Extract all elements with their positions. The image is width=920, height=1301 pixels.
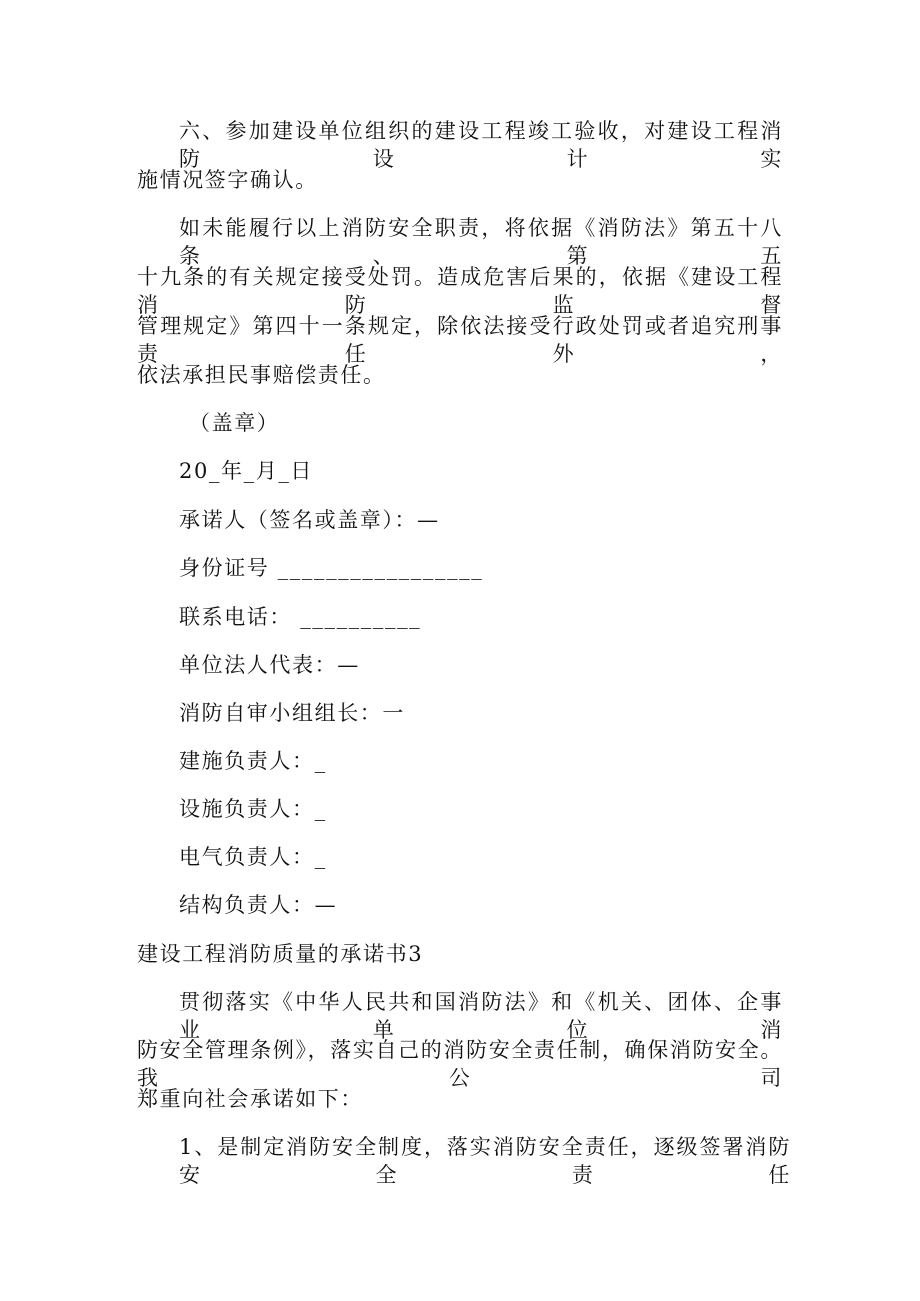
seal-label: （盖章） <box>189 411 280 435</box>
intro-line-3: 郑重向社会承诺如下： <box>137 1087 363 1111</box>
id-number-line: 身份证号 _________________ <box>179 556 484 580</box>
penalty-line-1: 如未能履行以上消防安全职责，将依据《消防法》第五十八条、第五 <box>179 216 783 268</box>
promisor-signature-line: 承诺人（签名或盖章）：— <box>179 508 440 532</box>
intro-line-1: 贯彻落实《中华人民共和国消防法》和《机关、团体、企事业单位消 <box>179 990 783 1042</box>
item6-line-1: 六、参加建设单位组织的建设工程竣工验收，对建设工程消防设计实 <box>179 119 783 171</box>
legal-representative-line: 单位法人代表：— <box>179 653 360 677</box>
facilities-manager-line: 设施负责人：_ <box>179 797 327 821</box>
structure-manager-line: 结构负责人：— <box>179 893 338 917</box>
construction-manager-line: 建施负责人：_ <box>179 749 327 773</box>
section-title: 建设工程消防质量的承诺书3 <box>137 942 424 966</box>
point-1-line: 1、是制定消防安全制度，落实消防安全责任，逐级签署消防安全责任 <box>179 1135 791 1187</box>
phone-line: 联系电话： __________ <box>179 605 422 629</box>
item6-line-2: 施情况签字确认。 <box>137 168 318 192</box>
intro-line-2: 防安全管理条例》，落实自己的消防安全责任制，确保消防安全。我公司 <box>137 1038 783 1090</box>
electrical-manager-line: 电气负责人：_ <box>179 845 327 869</box>
penalty-line-3: 管理规定》第四十一条规定，除依法接受行政处罚或者追究刑事责任外， <box>137 314 783 366</box>
penalty-line-4: 依法承担民事赔偿责任。 <box>137 363 386 387</box>
penalty-line-2: 十九条的有关规定接受处罚。造成危害后果的，依据《建设工程消防监督 <box>137 265 783 317</box>
date-line: 20_年_月_日 <box>179 459 314 483</box>
review-group-leader-line: 消防自审小组组长：一 <box>179 701 405 725</box>
